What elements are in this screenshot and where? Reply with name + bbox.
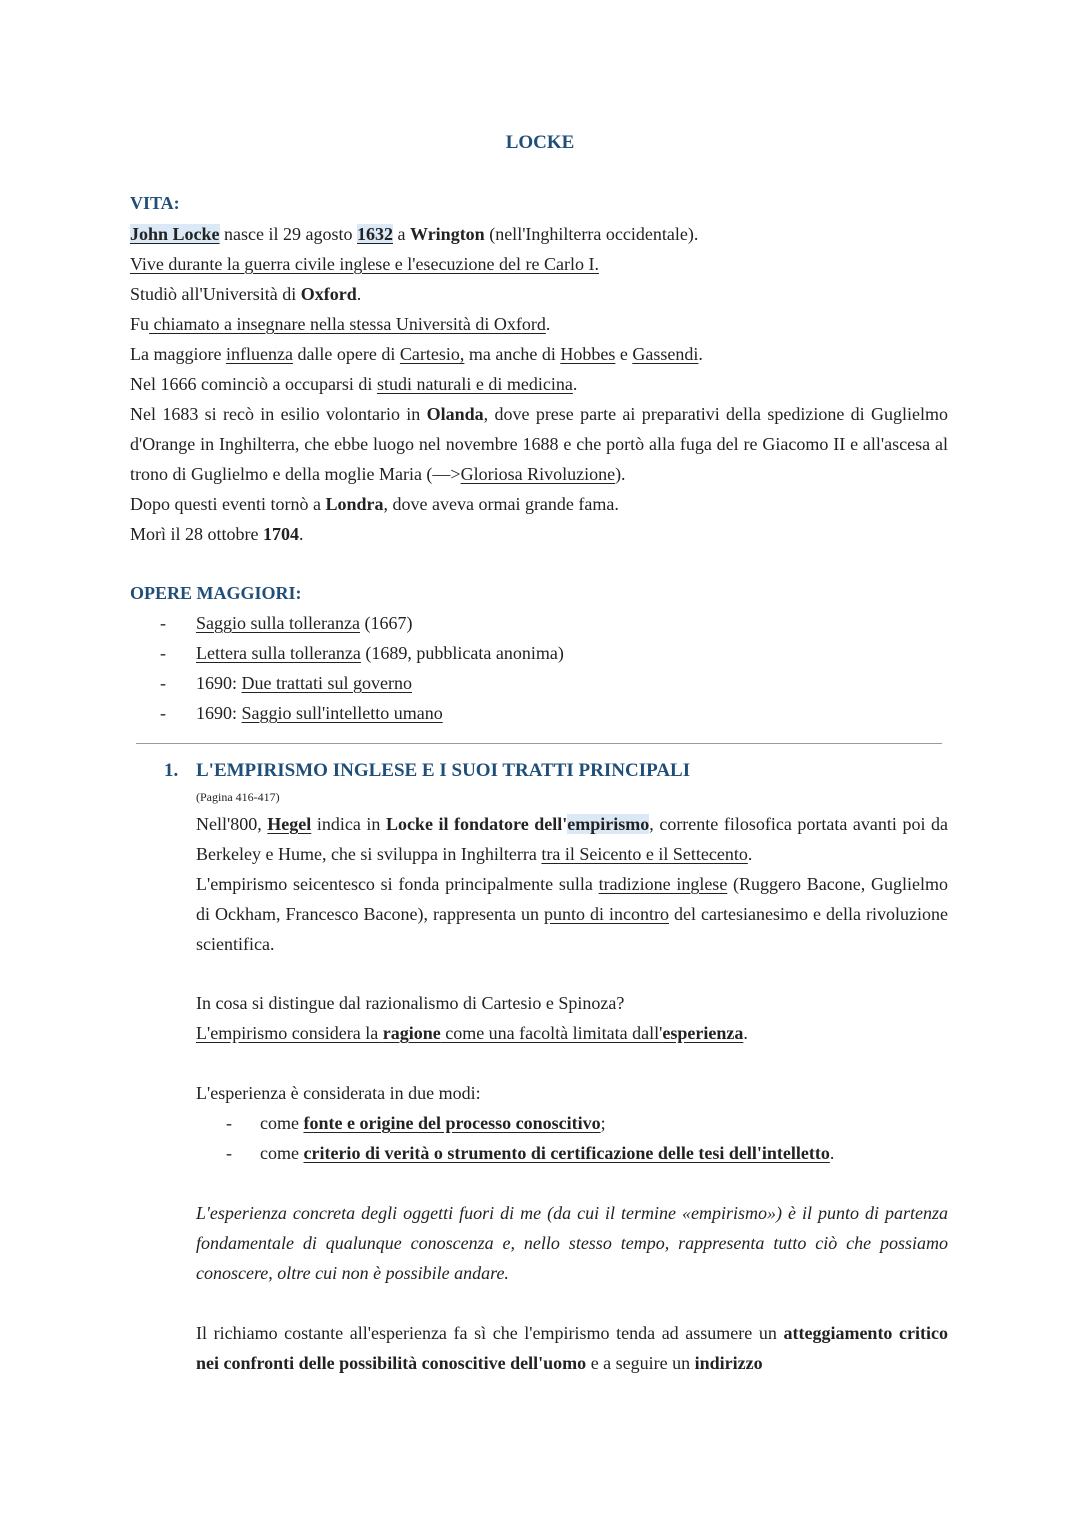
question-line: In cosa si distingue dal razionalismo di Cartesio e Spinoza? bbox=[196, 993, 625, 1013]
birth-year: 1632 bbox=[357, 224, 394, 244]
vita-line-1: John Locke nasce il 29 agosto 1632 a Wrington (nell'Inghilterra occidentale). bbox=[130, 224, 699, 244]
vita-line-4: Fu chiamato a insegnare nella stessa Università di Oxford. bbox=[130, 314, 551, 334]
section-divider bbox=[136, 743, 942, 744]
list-item: - Saggio sulla tolleranza (1667) bbox=[160, 608, 564, 638]
experience-list bbox=[226, 1108, 834, 1168]
list-item: - Lettera sulla tolleranza (1689, pubblicata anonima) bbox=[160, 638, 564, 668]
vita-line-8: Dopo questi eventi tornò a Londra, dove aveva ormai grande fama. bbox=[130, 494, 619, 514]
vita-line-6: Nel 1666 cominciò a occuparsi di studi naturali e di medicina. bbox=[130, 374, 578, 394]
paragraph-tradizione: L'empirismo seicentesco si fonda principalmente sulla tradizione inglese (Ruggero Bacone, Guglielmo di Ockham, Francesco Bacone), rappresenta un punto di incontro del cartesianesimo e della rivoluzione scientifica. bbox=[196, 874, 948, 954]
vita-line-2: Vive durante la guerra civile inglese e l'esecuzione del re Carlo I. bbox=[130, 254, 599, 274]
opere-list bbox=[160, 608, 564, 728]
section-number: 1. bbox=[164, 760, 179, 781]
list-item: - come criterio di verità o strumento di certificazione delle tesi dell'intelletto. bbox=[226, 1138, 834, 1168]
experience-intro: L'esperienza è considerata in due modi: bbox=[196, 1083, 481, 1103]
section-title: L'EMPIRISMO INGLESE E I SUOI TRATTI PRINCIPALI bbox=[196, 760, 691, 781]
vita-paragraph-olanda: Nel 1683 si recò in esilio volontario in Olanda, dove prese parte ai preparativi della spedizione di Guglielmo d'Orange in Inghilterra, che ebbe luogo nel novembre 1688 e che portò alla fuga del re Giacomo II e all'ascesa al trono di Guglielmo e della moglie Maria (—>Gloriosa Rivoluzione). bbox=[130, 404, 948, 484]
vita-heading: VITA: bbox=[130, 193, 180, 213]
vita-line-5: La maggiore influenza dalle opere di Cartesio, ma anche di Hobbes e Gassendi. bbox=[130, 344, 703, 364]
list-item: - 1690: Saggio sull'intelletto umano bbox=[160, 698, 564, 728]
page-reference: (Pagina 416-417) bbox=[196, 790, 280, 804]
vita-line-9: Morì il 28 ottobre 1704. bbox=[130, 524, 304, 544]
answer-line: L'empirismo considera la ragione come una facoltà limitata dall'esperienza. bbox=[196, 1023, 748, 1043]
list-item: - come fonte e origine del processo conoscitivo; bbox=[226, 1108, 834, 1138]
document-title: LOCKE bbox=[505, 132, 575, 153]
paragraph-hegel: Nell'800, Hegel indica in Locke il fondatore dell'empirismo, corrente filosofica portata avanti poi da Berkeley e Hume, che si sviluppa in Inghilterra tra il Seicento e il Settecento. bbox=[196, 814, 948, 864]
paragraph-critico: Il richiamo costante all'esperienza fa sì che l'empirismo tenda ad assumere un atteggiamento critico nei confronti delle possibilità conoscitive dell'uomo e a seguire un indirizzo bbox=[196, 1323, 948, 1373]
opere-heading: OPERE MAGGIORI: bbox=[130, 583, 302, 603]
list-item: - 1690: Due trattati sul governo bbox=[160, 668, 564, 698]
italic-paragraph: L'esperienza concreta degli oggetti fuori di me (da cui il termine «empirismo») è il punto di partenza fondamentale di qualunque conoscenza e, nello stesso tempo, rappresenta tutto ciò che possiamo conoscere, oltre cui non è possibile andare. bbox=[196, 1203, 948, 1283]
vita-line-3: Studiò all'Università di Oxford. bbox=[130, 284, 362, 304]
name-john-locke: John Locke bbox=[130, 224, 220, 244]
